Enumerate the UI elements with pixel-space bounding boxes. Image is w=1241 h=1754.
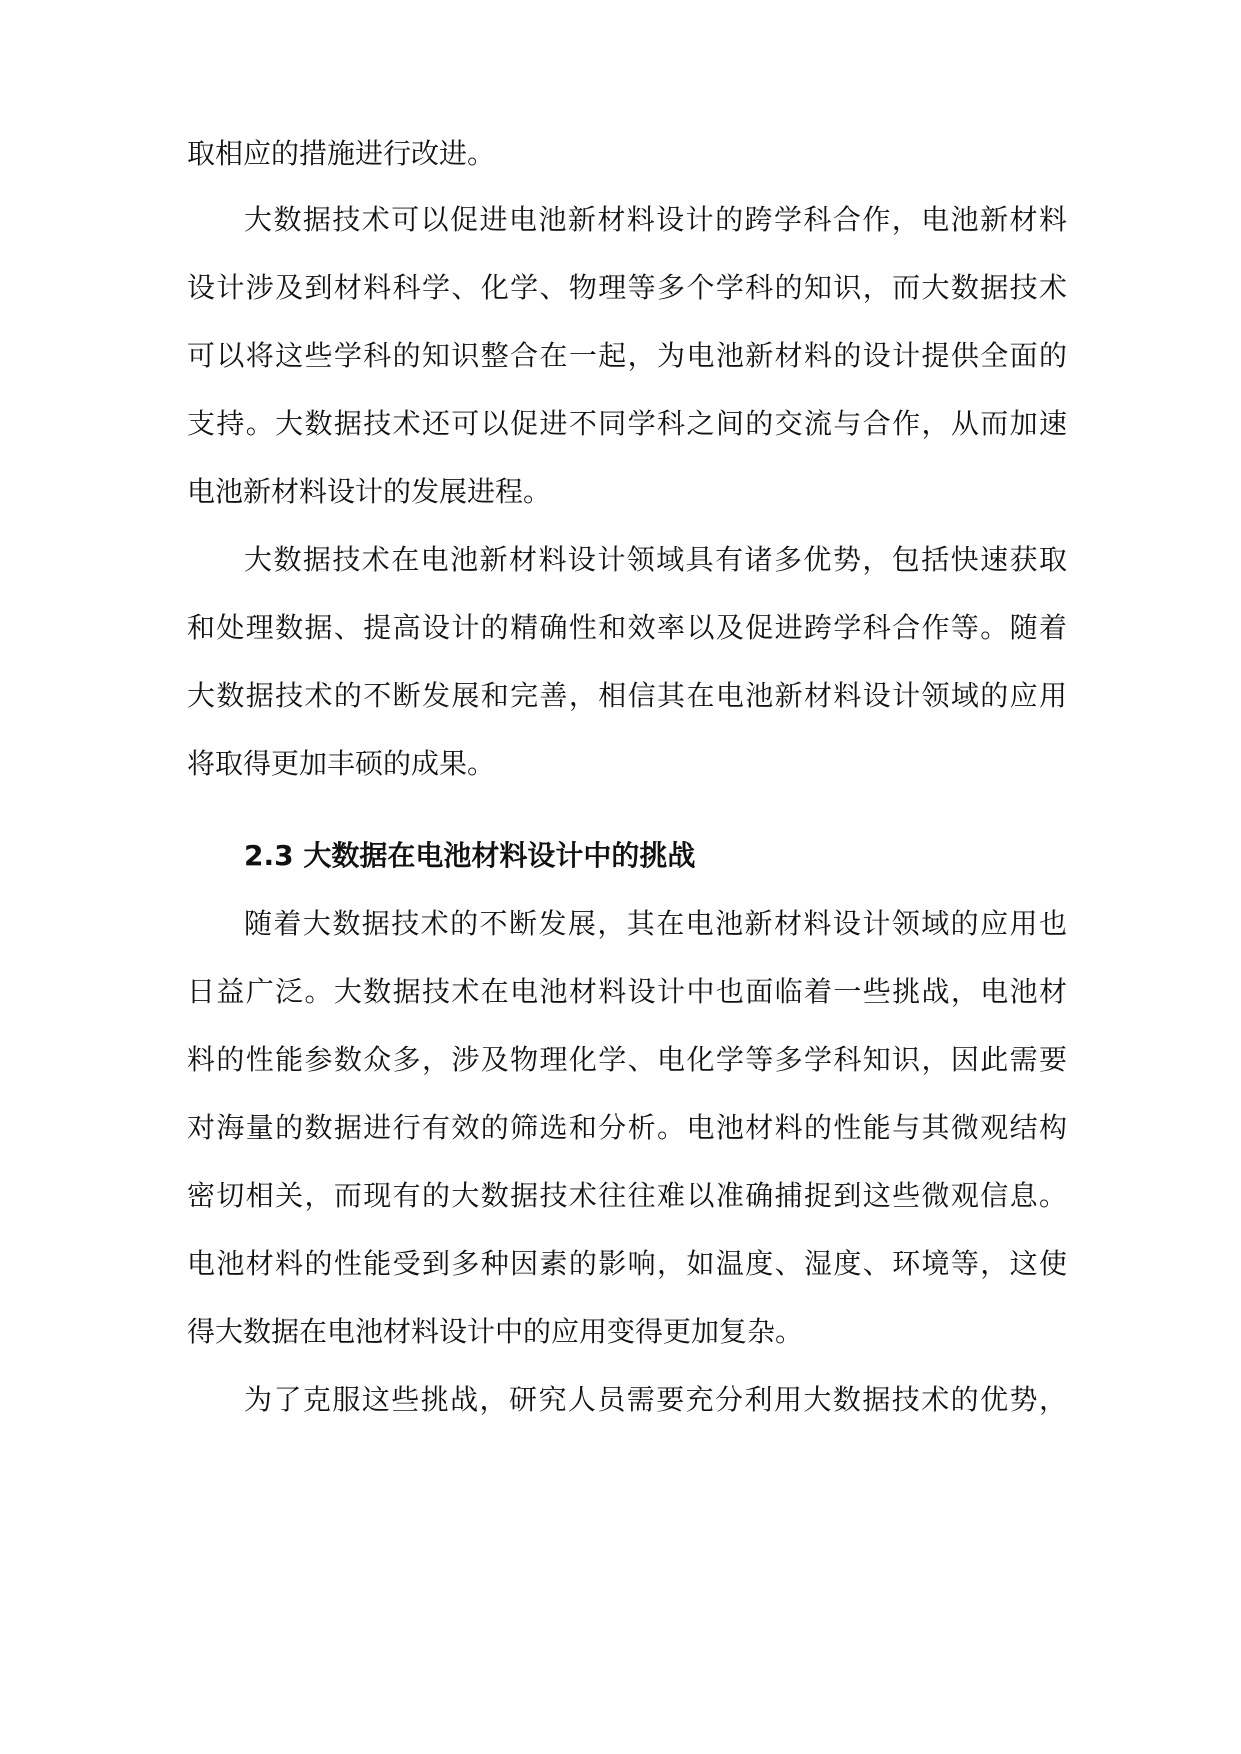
paragraph-line: 电池材料的性能受到多种因素的影响，如温度、湿度、环境等，这使: [187, 1247, 1067, 1280]
paragraph-line: 得大数据在电池材料设计中的应用变得更加复杂。: [187, 1315, 804, 1348]
paragraph-line: 和处理数据、提高设计的精确性和效率以及促进跨学科合作等。随着: [187, 611, 1067, 644]
paragraph-line: 为了克服这些挑战，研究人员需要充分利用大数据技术的优势，: [244, 1383, 1067, 1416]
paragraph-line: 料的性能参数众多，涉及物理化学、电化学等多学科知识，因此需要: [187, 1043, 1067, 1076]
paragraph-line: 大数据技术的不断发展和完善，相信其在电池新材料设计领域的应用: [187, 679, 1067, 712]
paragraph-line: 可以将这些学科的知识整合在一起，为电池新材料的设计提供全面的: [187, 339, 1067, 372]
paragraph-line: 对海量的数据进行有效的筛选和分析。电池材料的性能与其微观结构: [187, 1111, 1067, 1144]
paragraph-line: 大数据技术在电池新材料设计领域具有诸多优势，包括快速获取: [244, 543, 1067, 576]
paragraph-line: 电池新材料设计的发展进程。: [187, 475, 552, 508]
paragraph-line: 密切相关，而现有的大数据技术往往难以准确捕捉到这些微观信息。: [187, 1179, 1067, 1212]
paragraph-line: 支持。大数据技术还可以促进不同学科之间的交流与合作，从而加速: [187, 407, 1067, 440]
paragraph-line: 随着大数据技术的不断发展，其在电池新材料设计领域的应用也: [244, 907, 1067, 940]
paragraph-line: 大数据技术可以促进电池新材料设计的跨学科合作，电池新材料: [244, 203, 1067, 236]
section-heading: 2.3 大数据在电池材料设计中的挑战: [244, 839, 696, 872]
paragraph-line: 设计涉及到材料科学、化学、物理等多个学科的知识，而大数据技术: [187, 271, 1067, 304]
paragraph-line: 日益广泛。大数据技术在电池材料设计中也面临着一些挑战，电池材: [187, 975, 1067, 1008]
paragraph-continuation-line: 取相应的措施进行改进。: [187, 137, 496, 170]
paragraph-line: 将取得更加丰硕的成果。: [187, 747, 496, 780]
